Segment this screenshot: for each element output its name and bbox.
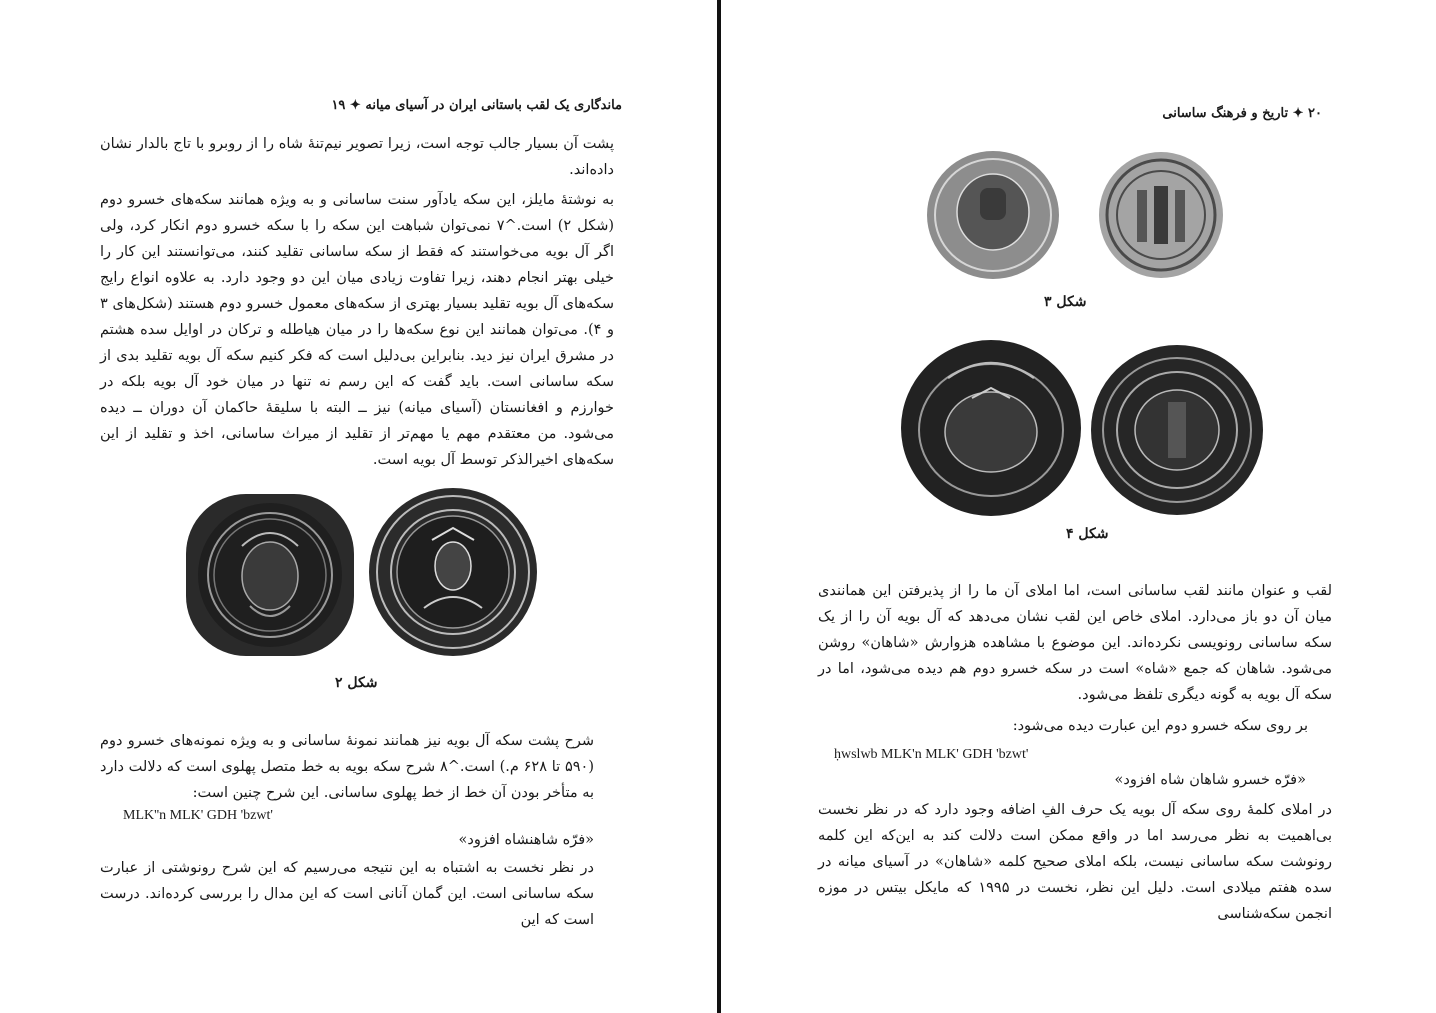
coin-image-fig4-right [1088,342,1266,518]
figure-4-caption: شکل ۴ [1066,526,1109,542]
right-translation: «فرّه خسرو شاهان شاه افزود» [1114,772,1306,788]
right-intro-line: بر روی سکه خسرو دوم این عبارت دیده می‌شود: [1012,718,1308,734]
left-page-header: ماندگاری یک لقب باستانی ایران در آسیای میانه ✦ ۱۹ [331,98,622,113]
right-page-header: ۲۰ ✦ تاریخ و فرهنگ ساسانی [1162,106,1322,121]
coin-image-fig3-left [924,148,1062,282]
left-paragraph-2: به نوشتهٔ مایلز، این سکه یادآور سنت ساسانی و به ویژه همانند سکه‌های خسرو دوم (شکل ۲) است.^۷ نمی‌توان شباهت این سکه را با سکه خسرو دوم انکار کرد، ولی اگر آل بویه می‌خواستند که فقط از سکه ساسانی تقلید کنند، می‌توانستند این کار را خیلی بهتر انجام دهند، زیرا تفاوت زیادی میان این دو وجود دارد. به علاوه انواع رایج سکه‌های آل بویه تقلید بسیار بهتری از سکه‌های معمول خسرو دوم هستند (شکل‌های ۳ و ۴). می‌توان همانند این نوع سکه‌ها را در میان هیاطله و ترکان در اوایل سده هشتم در مشرق ایران نیز دید. بنابراین بی‌دلیل است که فکر کنیم سکه آل بویه تقلید بدی از سکه ساسانی است. باید گفت که این رسم نه تنها در میان خود آل بویه بلکه در خوارزم و افغانستان (آسیای میانه) نیز ــ البته با سلیقهٔ حاکمان آن دوران ــ دیده می‌شود. من معتقدم مهم یا مهم‌تر از تقلید از میراث ساسانی، اخذ و تقلید از این سکه‌های اخیرالذکر توسط آل بویه است. [100,192,615,468]
left-translation: «فرّه شاهنشاه افزود» [458,832,594,848]
book-spine-divider [717,0,721,1013]
right-transliteration: ḥwslwb MLK'n MLK' GDH 'bzwt' [834,747,1029,762]
coin-image-fig4-left [898,338,1084,518]
coin-image-left [180,486,360,664]
right-page [722,0,1436,1013]
left-body-text [100,131,614,473]
coin-image-fig3-right [1097,150,1225,280]
figure-2-caption: شکل ۲ [335,675,378,691]
left-paragraph-4: در نظر نخست به اشتباه به این نتیجه می‌رسیم که این شرح رونوشتی از عبارت سکه ساسانی است. این گمان آنانی است که این مدال را بررسی کرده‌اند. درست است که این [100,860,594,928]
right-paragraph-1: لقب و عنوان مانند لقب ساسانی است، اما املای آن ما را از پذیرفتن این همانندی میان آن دو باز می‌دارد. املای خاص این لقب نشان می‌دهد که آل بویه آن را از یک سکه ساسانی رونویسی نکرده‌اند. این موضوع با مشاهده هزوارش «شاهان» روشن می‌شود. شاهان که جمع «شاه» است در سکه خسرو دوم هم دیده می‌شود، اما در سکه آل بویه به گونه دیگری تلفظ می‌شود. [818,583,1332,703]
right-paragraph-2: در املای کلمهٔ روی سکه آل بویه یک حرف الفِ اضافه وجود دارد که در نظر نخست بی‌اهمیت به نظر می‌رسد اما در واقع ممکن است دلالت کند به این‌که این کلمه رونوشت سکه ساسانی نیست، بلکه املای صحیح کلمه «شاهان» در آسیای میانه در سده هفتم میلادی است. دلیل این نظر، نخست در ۱۹۹۵ که مایکل بیتس در موزه انجمن سکه‌شناسی [818,802,1332,922]
left-paragraph-1: پشت آن بسیار جالب توجه است، زیرا تصویر نیم‌تنهٔ شاه را از روبرو با تاج بالدار نشان داده‌اند. [100,136,614,178]
coin-image-right [364,482,542,662]
left-paragraph-3: شرح پشت سکه آل بویه نیز همانند نمونهٔ ساسانی و به ویژه نمونه‌های خسرو دوم (۵۹۰ تا ۶۲۸ م.) است.^۸ شرح سکه بویه به خط متصل پهلوی است که دلالت دارد به متأخر بودن آن خط از خط پهلوی ساسانی. این شرح چنین است: [100,733,594,801]
left-transliteration: MLK''n MLK' GDH 'bzwt' [123,808,273,823]
figure-3-caption: شکل ۳ [1044,294,1087,310]
